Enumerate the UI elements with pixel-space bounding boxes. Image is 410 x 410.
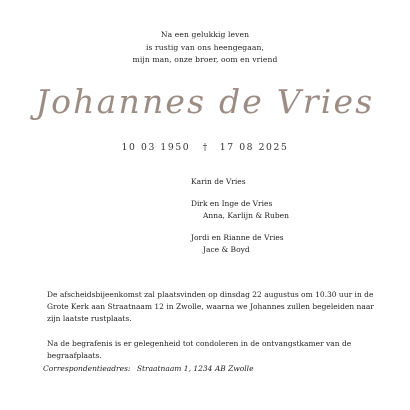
family-group — [191, 176, 289, 188]
family-children: Anna, Karlijn & Ruben — [203, 211, 289, 220]
death-date: 17 08 2025 — [219, 142, 289, 153]
intro-text — [0, 29, 410, 67]
cross-icon: † — [202, 143, 208, 153]
farewell-notice: De afscheidsbijeenkomst zal plaatsvinden op dinsdag 22 augustus om 10.30 uur in de Grote Kerk aan Straatnaam 12 in Zwolle, waarna we Johannes zullen begeleiden naar zijn laatste rustplaats. — [47, 290, 374, 323]
family-group — [191, 232, 289, 256]
deceased-name: Johannes de Vries — [35, 82, 375, 121]
family-list — [191, 176, 289, 266]
correspondence-value: Straatnaam 1, 1234 AB Zwolle — [136, 364, 254, 373]
correspondence-label: Correspondentieadres: — [43, 364, 131, 373]
family-member: Karin de Vries — [191, 177, 246, 186]
family-member: Jordi en Rianne de Vries — [191, 233, 284, 242]
intro-line: Na een gelukkig leven — [160, 30, 250, 39]
family-member: Dirk en Inge de Vries — [191, 199, 273, 208]
family-group — [191, 198, 289, 222]
family-children: Jace & Boyd — [203, 245, 250, 254]
correspondence-address — [43, 364, 254, 373]
intro-line: is rustig van ons heengegaan, — [145, 42, 265, 52]
intro-line: mijn man, onze broer, oom en vriend — [132, 55, 278, 65]
birth-date: 10 03 1950 — [121, 142, 191, 153]
life-dates — [0, 142, 410, 153]
condolence-notice: Na de begrafenis is er gelegenheid tot condoleren in de ontvangstkamer van de begraafplaats. — [47, 339, 352, 360]
